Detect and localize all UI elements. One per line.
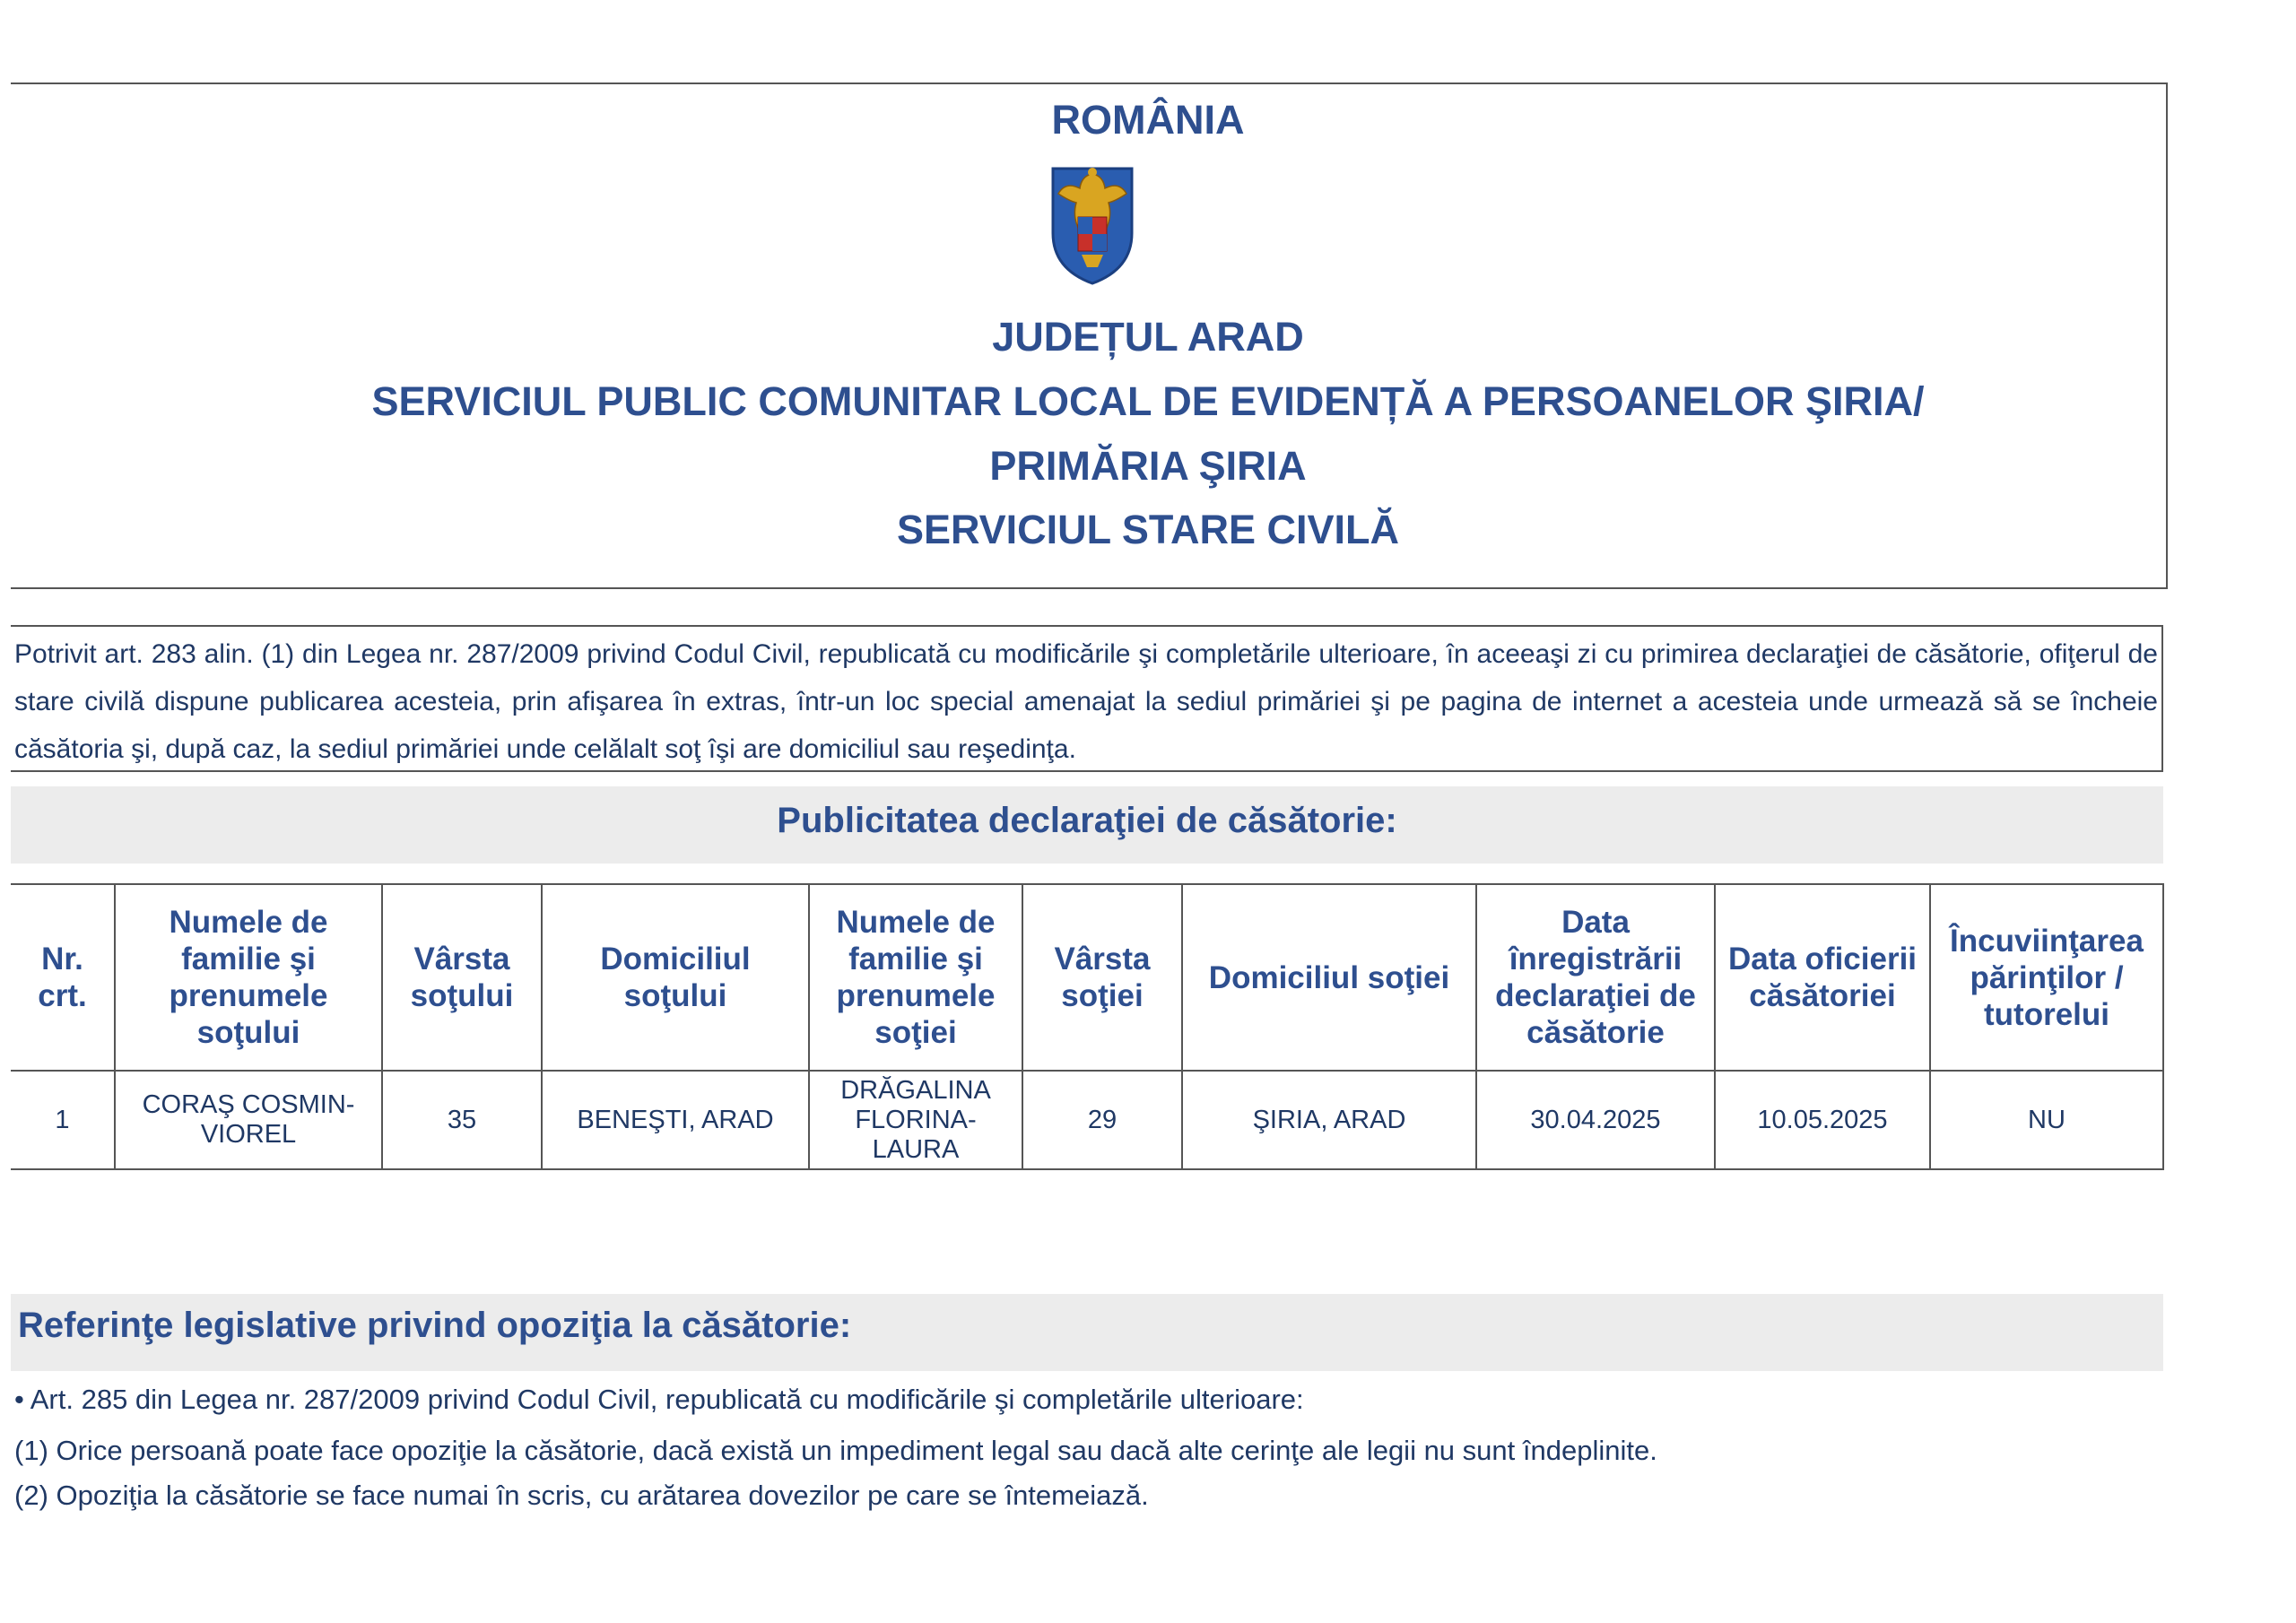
header-wife-name: Numele de familie şi prenumele soţiei <box>809 884 1022 1071</box>
header-wife-age: Vârsta soţiei <box>1022 884 1182 1071</box>
cell-wife-name: DRĂGALINA FLORINA-LAURA <box>809 1071 1022 1169</box>
service-title-line1: SERVICIUL PUBLIC COMUNITAR LOCAL DE EVIDENȚĂ A PERSOANELOR ŞIRIA/ <box>371 378 1925 424</box>
publicity-title: Publicitatea declaraţiei de căsătorie: <box>777 801 1397 840</box>
legal-line-article: • Art. 285 din Legea nr. 287/2009 privind Codul Civil, republicată cu modificările şi completările ulterioare: <box>14 1384 1304 1415</box>
legal-line-2: (2) Opoziţia la căsătorie se face numai în scris, cu arătarea dovezilor pe care se întemeiază. <box>14 1480 1149 1511</box>
legal-line-1: (1) Orice persoană poate face opoziţie la căsătorie, dacă există un impediment legal sau dacă alte cerinţe ale legii nu sunt îndeplinite. <box>14 1435 1657 1466</box>
cell-wife-age: 29 <box>1022 1071 1182 1169</box>
table-header-row <box>11 884 2163 1071</box>
county-title: JUDEȚUL ARAD <box>992 314 1304 360</box>
header-husband-name: Numele de familie şi prenumele soţului <box>115 884 382 1071</box>
header-registration-date: Data înregistrării declaraţiei de căsătorie <box>1476 884 1715 1071</box>
romania-coat-of-arms-icon <box>1046 161 1139 287</box>
header-husband-domicile: Domiciliul soţului <box>542 884 809 1071</box>
service-title-line3: SERVICIUL STARE CIVILĂ <box>896 507 1400 552</box>
header-nr: Nr. crt. <box>11 884 115 1071</box>
header-wife-domicile: Domiciliul soţiei <box>1182 884 1476 1071</box>
legal-title: Referinţe legislative privind opoziţia la căsătorie: <box>18 1306 852 1345</box>
cell-registration-date: 30.04.2025 <box>1476 1071 1715 1169</box>
service-title-line2: PRIMĂRIA ŞIRIA <box>989 443 1307 489</box>
header-parental-consent: Încuviinţarea părinţilor / tutorelui <box>1930 884 2163 1071</box>
cell-wife-domicile: ŞIRIA, ARAD <box>1182 1071 1476 1169</box>
header-ceremony-date: Data oficierii căsătoriei <box>1715 884 1930 1071</box>
country-title: ROMÂNIA <box>1051 97 1245 143</box>
marriage-declaration-table <box>11 883 2164 1170</box>
cell-ceremony-date: 10.05.2025 <box>1715 1071 1930 1169</box>
table-row <box>11 1071 2163 1169</box>
cell-parental-consent: NU <box>1930 1071 2163 1169</box>
intro-paragraph: Potrivit art. 283 alin. (1) din Legea nr. 287/2009 privind Codul Civil, republicată cu modificările şi completările ulterioare, în aceeaşi zi cu primirea declaraţiei de căsătorie, ofiţerul de stare civilă dispune publicarea acesteia, prin afişarea în extras, într-un loc special amenajat la sediul primăriei şi pe pagina de internet a acesteia unde urmează să se încheie căsătoria şi, după caz, la sediul primăriei unde celălalt soţ îşi are domiciliul sau reşedinţa. <box>11 625 2163 772</box>
cell-nr: 1 <box>11 1071 115 1169</box>
cell-husband-name: CORAŞ COSMIN-VIOREL <box>115 1071 382 1169</box>
cell-husband-age: 35 <box>382 1071 542 1169</box>
cell-husband-domicile: BENEŞTI, ARAD <box>542 1071 809 1169</box>
header-husband-age: Vârsta soţului <box>382 884 542 1071</box>
